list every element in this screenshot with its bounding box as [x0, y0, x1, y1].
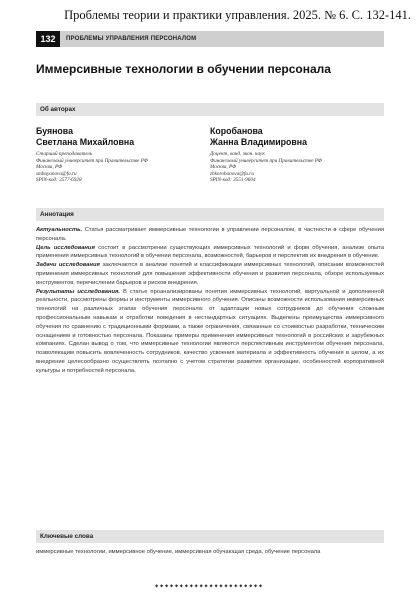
ornament-divider: ⬥⬥⬥⬥⬥⬥⬥⬥⬥⬥⬥⬥⬥⬥⬥⬥⬥⬥⬥⬥⬥⬥ — [155, 584, 264, 589]
relevance-text: Статья рассматривает иммерсивные технологии в управлении персоналом, в частности в сфере обучения персонала. — [36, 227, 384, 242]
about-authors-heading: Об авторах — [36, 103, 384, 116]
author-spin: SPIN-код: 2577-6928 — [36, 177, 82, 184]
author-surname: Буянова — [36, 126, 73, 136]
author-given-names: Жанна Владимировна — [210, 137, 308, 147]
abstract-paragraph-relevance — [36, 226, 384, 244]
author-organization: Финансовый университет при Правительстве РФ — [36, 157, 148, 164]
author-email[interactable]: smbuyanova@fa.ru — [36, 170, 77, 177]
author-city: Москва, РФ — [210, 164, 237, 171]
keywords-heading: Ключевые слова — [36, 530, 384, 543]
author-spin: SPIN-код: 3551-9604 — [210, 177, 256, 184]
relevance-label: Актуальность. — [36, 227, 83, 233]
goal-text: состоит в рассмотрении существующих иммерсивных технологий и форм обучения, анализе опыта применения иммерсивных технологий в обучении персонала, возможностей, барьеров и перспектив их внедрения в обучение. — [36, 244, 384, 260]
author-degree: Старший преподаватель — [36, 151, 93, 157]
author-card — [36, 126, 211, 184]
goal-label: Цель исследования — [36, 244, 95, 251]
author-city: Москва, РФ — [36, 164, 63, 171]
author-given-names: Светлана Михайловна — [36, 137, 135, 147]
article-title: Иммерсивные технологии в обучении персонала — [36, 62, 331, 76]
abstract-paragraph-results — [36, 288, 384, 376]
running-header — [36, 31, 384, 47]
author-organization: Финансовый университет при Правительстве РФ — [210, 157, 322, 164]
author-degree: Доцент, канд. экон. наук — [210, 151, 265, 157]
section-rubric: ПРОБЛЕМЫ УПРАВЛЕНИЯ ПЕРСОНАЛОМ — [60, 31, 384, 47]
tasks-text: заключаются в анализе понятий и классификации иммерсивных технологий, описании возможностей применения иммерсивных технологий для повышения эффективности обучения и развития персонала, обзоре используемых инструментов, перечислении барьеров и рисков внедрения. — [36, 262, 384, 286]
journal-citation: Проблемы теории и практики управления. 2025. № 6. С. 132-141. — [64, 8, 411, 22]
tasks-label: Задачи исследования — [36, 262, 100, 269]
results-label: Результаты исследования. — [36, 288, 121, 295]
keywords-list: иммерсивные технологии, иммерсивное обучение, иммерсивная обучающая среда, обучение персонала — [36, 549, 321, 555]
author-affiliation — [210, 151, 385, 184]
abstract-paragraph-goal — [36, 244, 384, 262]
author-surname: Коробанова — [210, 126, 263, 136]
author-email[interactable]: zhkorobanova@fa.ru — [210, 170, 254, 177]
author-affiliation — [36, 151, 211, 184]
author-card — [210, 126, 385, 184]
abstract-paragraph-tasks — [36, 261, 384, 287]
page-number: 132 — [36, 31, 60, 47]
abstract-heading: Аннотация — [36, 208, 384, 221]
results-text: В статье проанализированы понятия иммерсивных технологий, виртуальной и дополненной реальности, рассмотрены формы и инструменты иммерсивного обучения. Описаны возможности использования иммерсивных технологий на различных этапах обучения персонала: от адаптации новых сотрудников до обучения сложным профессиональным навыкам и отработки поведения в нестандартных ситуациях. Выделены преимущества иммерсивного обучения по сравнению с традиционными формами, а также ограничения, связанные со стоимостью разработки, техническим оснащением и готовностью персонала. Показаны примеры применения иммерсивных технологий в российских и зарубежных компаниях. Сделан вывод о том, что иммерсивные технологии являются перспективным инструментом обучения персонала, позволяющим повысить вовлеченность сотрудников, качество усвоения материала и эффективность обучения в целом, а их внедрение целесообразно осуществлять поэтапно с учетом стратегии развития организации, особенностей корпоративной культуры и потребностей персонала. — [36, 288, 384, 374]
abstract-body — [36, 226, 384, 376]
